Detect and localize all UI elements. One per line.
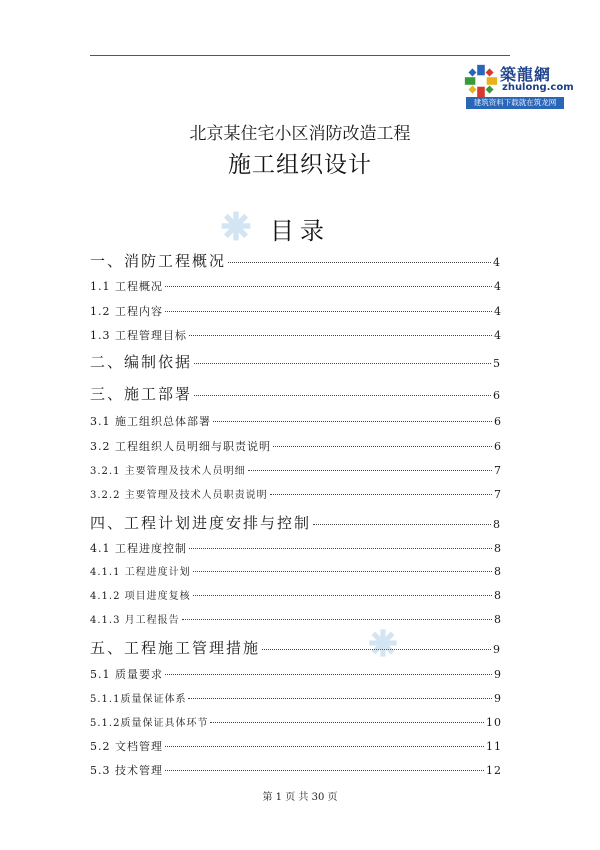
- toc-entry[interactable]: [90, 690, 502, 705]
- toc-entry[interactable]: [90, 383, 502, 404]
- toc-entry[interactable]: [90, 303, 502, 319]
- snowflake-logo-icon: [462, 62, 500, 100]
- toc-entry-label: 5.2 文档管理: [90, 740, 163, 753]
- toc-dot-leader: [188, 698, 492, 699]
- toc-entry-page-number: 4: [493, 256, 502, 269]
- toc-entry-page-number: 11: [486, 740, 502, 753]
- toc-entry-page-number: 9: [493, 643, 502, 656]
- toc-entry-label: 3.1 施工组织总体部署: [90, 415, 211, 428]
- toc-entry-label: 4.1.3 月工程报告: [90, 615, 180, 626]
- toc-entry-label: 5.1 质量要求: [90, 668, 163, 681]
- toc-entry[interactable]: [90, 250, 502, 271]
- toc-entry[interactable]: [90, 486, 502, 501]
- toc-entry-label: 5.3 技术管理: [90, 764, 163, 777]
- toc-dot-leader: [270, 494, 492, 495]
- toc-entry[interactable]: [90, 540, 502, 556]
- toc-entry-page-number: 12: [486, 764, 502, 777]
- toc-dot-leader: [165, 746, 484, 747]
- toc-entry-page-number: 8: [494, 589, 502, 602]
- toc-entry-page-number: 7: [494, 488, 502, 501]
- toc-entry-label: 一、消防工程概况: [90, 252, 227, 270]
- toc-entry-label: 四、工程计划进度安排与控制: [90, 514, 312, 532]
- toc-dot-leader: [228, 262, 491, 263]
- toc-entry-label: 1.2 工程内容: [90, 305, 163, 318]
- toc-entry-page-number: 7: [494, 464, 502, 477]
- toc-dot-leader: [210, 722, 484, 723]
- toc-entry-label: 五、工程施工管理措施: [90, 639, 261, 657]
- toc-entry[interactable]: [90, 738, 502, 754]
- toc-dot-leader: [213, 421, 492, 422]
- logo-domain: zhulong.com: [502, 82, 574, 93]
- toc-entry[interactable]: [90, 762, 502, 778]
- toc-entry-label: 3.2.1 主要管理及技术人员明细: [90, 466, 246, 477]
- toc-entry-label: 4.1 工程进度控制: [90, 542, 187, 555]
- toc-entry[interactable]: [90, 462, 502, 477]
- toc-entry-page-number: 4: [494, 280, 502, 293]
- toc-entry-page-number: 10: [486, 716, 502, 729]
- toc-entry[interactable]: [90, 278, 502, 294]
- toc-entry-label: 三、施工部署: [90, 385, 193, 403]
- header-rule: [90, 55, 510, 56]
- watermark-snowflake-icon: [366, 626, 400, 660]
- logo-tagline: 建筑资料下载就在筑龙网: [466, 97, 564, 109]
- toc-dot-leader: [194, 395, 491, 396]
- toc-entry[interactable]: [90, 714, 502, 729]
- toc-dot-leader: [165, 770, 484, 771]
- toc-heading: 目录: [270, 217, 330, 245]
- toc-entry-label: 5.1.2质量保证具体环节: [90, 718, 209, 729]
- toc-dot-leader: [193, 571, 492, 572]
- toc-dot-leader: [248, 470, 492, 471]
- toc-entry-page-number: 9: [494, 692, 502, 705]
- toc-entry-page-number: 8: [493, 518, 502, 531]
- toc-entry-label: 5.1.1质量保证体系: [90, 694, 187, 705]
- toc-entry-page-number: 8: [494, 613, 502, 626]
- toc-entry-page-number: 6: [494, 440, 502, 453]
- toc-entry[interactable]: [90, 438, 502, 454]
- toc-entry-page-number: 8: [494, 542, 502, 555]
- logo-name: 築龍網: [500, 65, 552, 84]
- toc-entry-label: 4.1.2 项目进度复核: [90, 591, 191, 602]
- toc-entry[interactable]: [90, 512, 502, 533]
- toc-entry-page-number: 6: [494, 415, 502, 428]
- toc-entry-label: 二、编制依据: [90, 353, 193, 371]
- toc-entry-page-number: 8: [494, 565, 502, 578]
- toc-entry-page-number: 4: [494, 329, 502, 342]
- toc-entry[interactable]: [90, 587, 502, 602]
- toc-dot-leader: [189, 335, 492, 336]
- toc-entry[interactable]: [90, 611, 502, 626]
- toc-dot-leader: [165, 674, 492, 675]
- toc-entry[interactable]: [90, 351, 502, 372]
- toc-entry[interactable]: [90, 666, 502, 682]
- toc-dot-leader: [182, 619, 492, 620]
- toc-entry[interactable]: [90, 327, 502, 343]
- page-footer: 第 1 页 共 30 页: [262, 792, 338, 803]
- toc-entry[interactable]: [90, 563, 502, 578]
- toc-entry-page-number: 6: [493, 389, 502, 402]
- document-title: 施工组织设计: [228, 152, 372, 178]
- toc-entry-label: 3.2.2 主要管理及技术人员职责说明: [90, 490, 268, 501]
- document-subtitle: 北京某住宅小区消防改造工程: [189, 124, 411, 144]
- toc-entry[interactable]: [90, 413, 502, 429]
- toc-dot-leader: [165, 286, 492, 287]
- toc-dot-leader: [165, 311, 492, 312]
- toc-entry-page-number: 9: [494, 668, 502, 681]
- toc-entry[interactable]: [90, 637, 502, 658]
- toc-dot-leader: [193, 595, 492, 596]
- toc-dot-leader: [189, 548, 492, 549]
- toc-entry-label: 4.1.1 工程进度计划: [90, 567, 191, 578]
- zhulong-logo[interactable]: [462, 60, 574, 110]
- toc-entry-page-number: 4: [494, 305, 502, 318]
- toc-entry-label: 1.1 工程概况: [90, 280, 163, 293]
- toc-entry-page-number: 5: [493, 357, 502, 370]
- toc-entry-label: 1.3 工程管理目标: [90, 329, 187, 342]
- toc-entry-label: 3.2 工程组织人员明细与职责说明: [90, 440, 271, 453]
- toc-dot-leader: [194, 363, 491, 364]
- watermark-snowflake-icon: [218, 208, 254, 244]
- toc-dot-leader: [313, 524, 491, 525]
- toc-dot-leader: [273, 446, 492, 447]
